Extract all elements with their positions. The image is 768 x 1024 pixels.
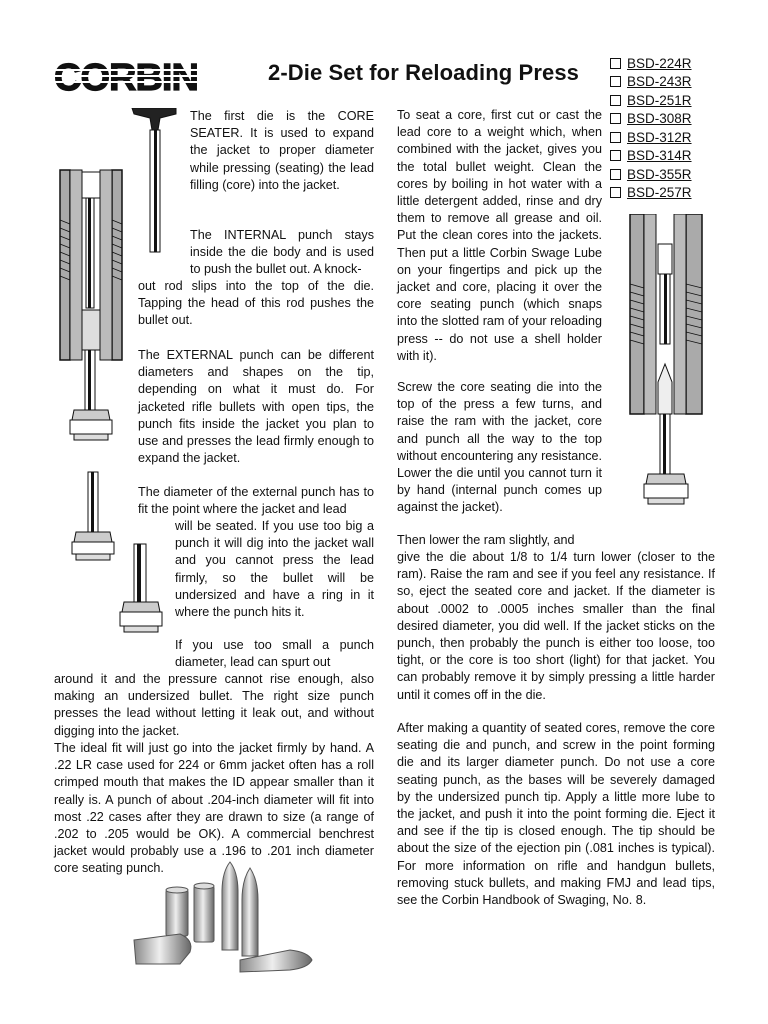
- small-punch-paragraph-b: around it and the pressure cannot rise enough, also making an undersized bullet. The right size punch presses the lead without letting it leak out, and without digging into the jacket.: [54, 672, 374, 738]
- model-item[interactable]: BSD-257R: [610, 184, 720, 203]
- checkbox-icon[interactable]: [610, 76, 621, 87]
- model-item[interactable]: BSD-243R: [610, 73, 720, 92]
- external-punch-illustration: [70, 470, 120, 570]
- seat-core-paragraph: To seat a core, first cut or cast the lead core to a weight which, when combined with the jacket, gives you the total bullet weight. Clean the cores by boiling in hot water with a little detergent added, rinse and dry them to remove all grease and oil. Put the clean cores into the jackets. Then put a little Corbin Swage Lube on your fingertips and pick up the jacket and core, placing it over the core seating punch (which snaps into the slotted ram of your reloading press -- do not use a shell holder with it).: [397, 108, 602, 363]
- page-title: 2-Die Set for Reloading Press: [268, 60, 579, 85]
- knockout-rod-illustration: [130, 108, 180, 258]
- small-punch-paragraph-a: If you use too small a punch diameter, lead can spurt out: [175, 638, 374, 670]
- ideal-fit-paragraph: The ideal fit will just go into the jacket firmly by hand. A .22 LR case used for 224 or 6mm jacket often has a roll crimped mouth that makes the ID appear smaller than it really is. A punch of about .204-inch diameter will fit into most .22 cases after they are drawn to size (a range of .202 to .205 would be OK). A commercial benchrest jacket would probably use a .196 to .201 inch diameter core seating punch.: [54, 741, 374, 876]
- point-forming-paragraph: After making a quantity of seated cores, remove the core seating die and punch, and screw in the point forming die and its larger diameter punch. Do not use a core seating punch, as the bases will be severely damaged by the undersized punch tip. Apply a little more lube to the jacket, and push it into the point forming die. Eject it and see if the tip is closed enough. The tip should be about the size of the ejection pin (.081 inches is typical). For more information on rifle and handgun bullets, removing stuck bullets, and making FMJ and lead tips, see the Corbin Handbook of Swaging, No. 8.: [397, 721, 715, 908]
- checkbox-icon[interactable]: [610, 58, 621, 69]
- point-form-die-illustration: [622, 214, 712, 534]
- checkbox-icon[interactable]: [610, 113, 621, 124]
- model-checklist: [610, 54, 720, 202]
- internal-punch-paragraph-a: The INTERNAL punch stays inside the die body and is used to push the bullet out. A knock-: [190, 228, 374, 277]
- screw-die-paragraph: Screw the core seating die into the top of the press a few turns, and raise the ram with the jacket, core and punch all the way to the top without encountering any resistance. Lower the die until you cannot turn it by hand (internal punch comes up against the jacket).: [397, 380, 602, 515]
- checkbox-icon[interactable]: [610, 132, 621, 143]
- model-item[interactable]: BSD-224R: [610, 54, 720, 73]
- external-punch-paragraph: The EXTERNAL punch can be different diameters and shapes on the tip, depending on what it must do. For jacketed rifle bullets with open tips, the punch fits inside the jacket you plan to use and presses the lead firmly enough to expand the jacket.: [138, 348, 374, 466]
- checkbox-icon[interactable]: [610, 169, 621, 180]
- core-seater-die-illustration: [52, 110, 132, 450]
- core-seater-paragraph: The first die is the CORE SEATER. It is used to expand the jacket to proper diameter while pressing (seating) the lead filling (core) into the jacket.: [190, 109, 374, 192]
- checkbox-icon[interactable]: [610, 150, 621, 161]
- internal-punch-paragraph-b: out rod slips into the top of the die. Tapping the head of this rod pushes the bullet out.: [138, 279, 374, 328]
- checkbox-icon[interactable]: [610, 187, 621, 198]
- lower-ram-paragraph-b: give the die about 1/8 to 1/4 turn lower (closer to the ram). Raise the ram and see if you feel any resistance. If so, eject the seated core and jacket. If the diameter is about .0002 to .0005 inches smaller than the final desired diameter, you did well. If the jacket sticks on the punch, then probably the punch is either too loose, too tight, or the core is too short (light) for that jacket. You can probably remove it by simply pressing a little harder until it comes off in the die.: [397, 550, 715, 702]
- corbin-logo: [52, 56, 236, 100]
- model-item[interactable]: BSD-355R: [610, 165, 720, 184]
- model-item[interactable]: BSD-314R: [610, 147, 720, 166]
- model-item[interactable]: BSD-312R: [610, 128, 720, 147]
- large-punch-illustration: [118, 542, 168, 642]
- punch-diameter-paragraph-b: will be seated. If you use too big a punch it will dig into the jacket wall and you cannot press the lead firmly, so the bullet will be undersized and have a ring in it where the punch hits it.: [175, 519, 374, 620]
- punch-diameter-paragraph-a: The diameter of the external punch has to fit the point where the jacket and lead: [138, 485, 374, 517]
- model-item[interactable]: BSD-251R: [610, 91, 720, 110]
- logo-text: CORBIN: [54, 57, 198, 99]
- model-item[interactable]: BSD-308R: [610, 110, 720, 129]
- lower-ram-paragraph-a: Then lower the ram slightly, and: [397, 533, 575, 547]
- checkbox-icon[interactable]: [610, 95, 621, 106]
